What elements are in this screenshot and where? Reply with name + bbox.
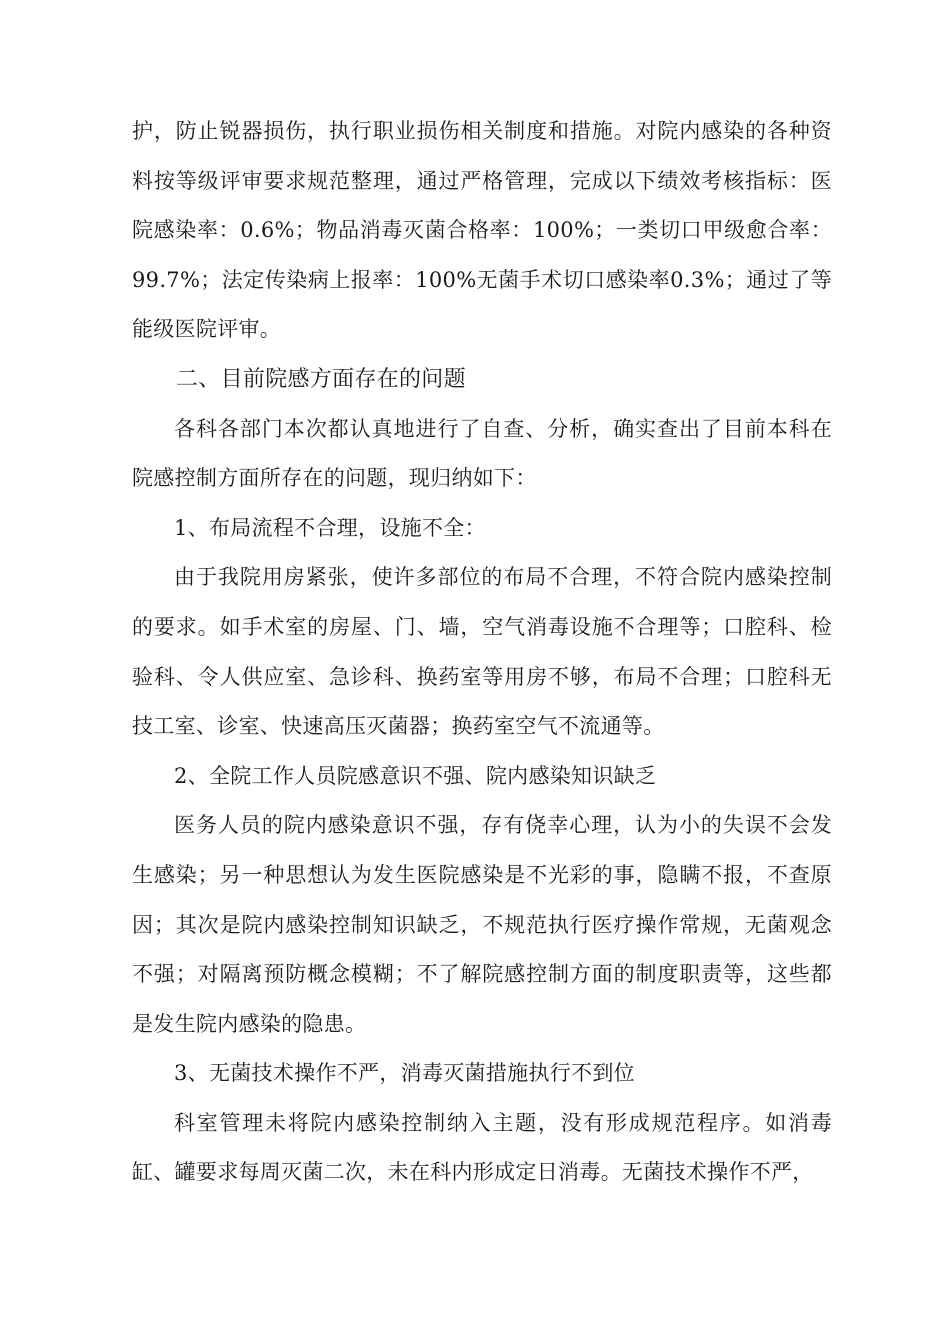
subheading-awareness-issue: 2、全院工作人员院感意识不强、院内感染知识缺乏: [174, 763, 657, 788]
subheading-layout-issue: 1、布局流程不合理，设施不全：: [174, 515, 486, 540]
paragraph-performance-summary: 护，防止锐器损伤，执行职业损伤相关制度和措施。对院内感染的各种资料按等级评审要求规范整理，通过严格管理，完成以下绩效考核指标：医院感染率：0.6%；物品消毒灭菌合格率：100%；一类切口甲级愈合率：99.7%；法定传染病上报率：100%无菌手术切口感染率0.3%；通过了等能级医院评审。: [132, 119, 832, 342]
paragraph-sterile-technique-details: 科室管理未将院内感染控制纳入主题，没有形成规范程序。如消毒缸、罐要求每周灭菌二次，未在科内形成定日消毒。无菌技术操作不严，: [132, 1110, 832, 1185]
document-body: [132, 107, 832, 1198]
paragraph-self-inspection: 各科各部门本次都认真地进行了自查、分析，确实查出了目前本科在院感控制方面所存在的问题，现归纳如下：: [132, 416, 832, 491]
subheading-sterile-technique-issue: 3、无菌技术操作不严，消毒灭菌措施执行不到位: [174, 1061, 635, 1086]
paragraph-awareness-details: 医务人员的院内感染意识不强，存有侥幸心理，认为小的失误不会发生感染；另一种思想认为发生医院感染是不光彩的事，隐瞒不报，不查原因；其次是院内感染控制知识缺乏，不规范执行医疗操作常规，无菌观念不强；对隔离预防概念模糊；不了解院感控制方面的制度职责等，这些都是发生院内感染的隐患。: [132, 813, 832, 1036]
section-heading-problems: 二、目前院感方面存在的问题: [176, 366, 466, 392]
paragraph-layout-details: 由于我院用房紧张，使许多部位的布局不合理，不符合院内感染控制的要求。如手术室的房屋、门、墙，空气消毒设施不合理等；口腔科、检验科、令人供应室、急诊科、换药室等用房不够，布局不合理；口腔科无技工室、诊室、快速高压灭菌器；换药室空气不流通等。: [132, 565, 832, 739]
